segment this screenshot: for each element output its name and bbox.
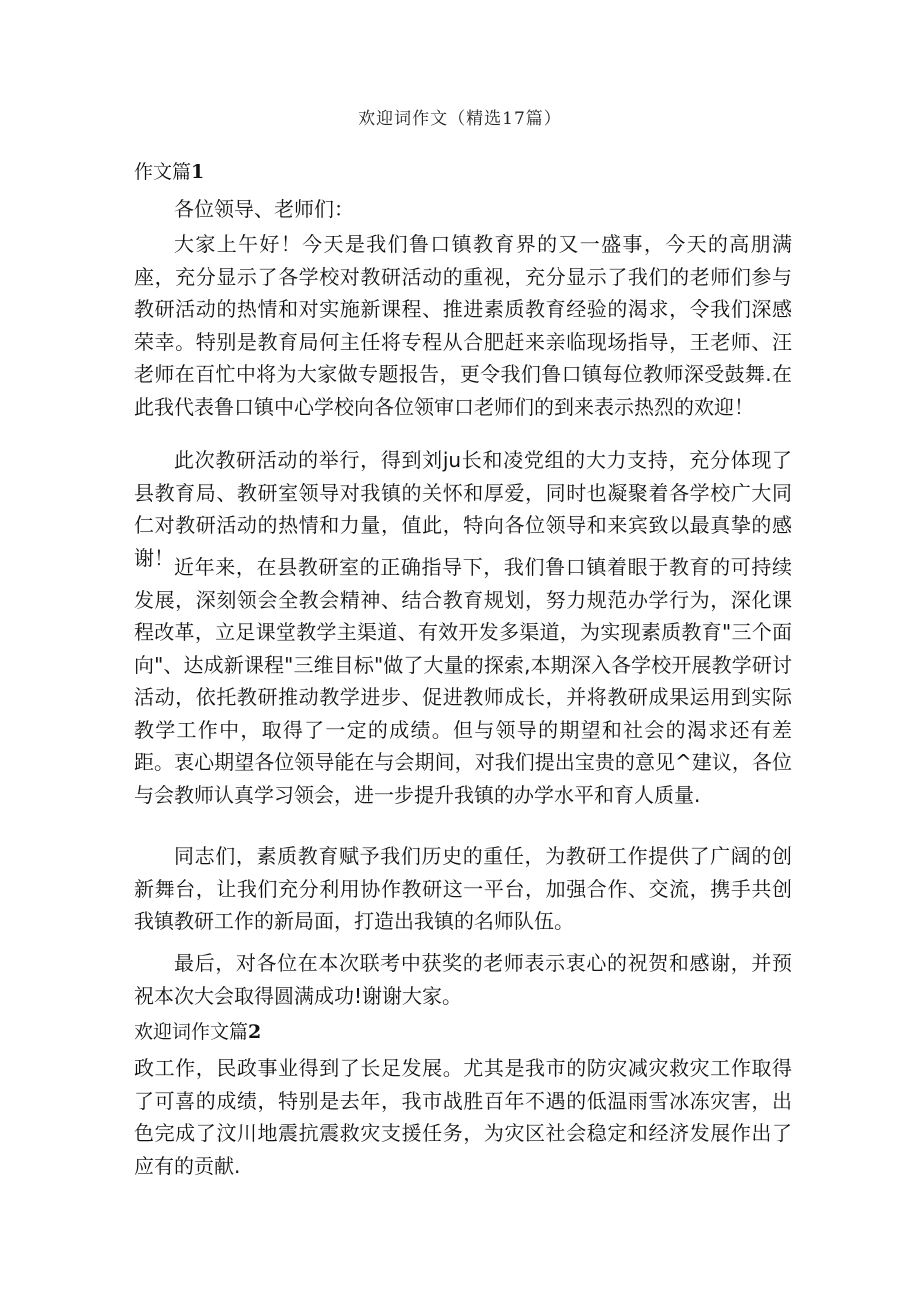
section-heading-2: [134, 1020, 261, 1044]
paragraph-1-4: 同志们，素质教育赋予我们历史的重任，为教研工作提供了广阔的创新舞台，让我们充分利用协作教研这一平台，加强合作、交流，携手共创我镇教研工作的新局面，打造出我镇的名师队伍。: [134, 844, 792, 933]
section-heading-1: [134, 160, 204, 184]
paragraph-2-1: 政工作，民政事业得到了长足发展。尤其是我市的防灾减灾救灾工作取得了可喜的成绩，特别是去年，我市战胜百年不遇的低温雨雪冰冻灾害，出色完成了汶川地震抗震救灾支援任务，为灾区社会稳定和经济发展作出了应有的贡献.: [134, 1056, 792, 1178]
salutation: 各位领导、老师们：: [174, 197, 354, 221]
section-heading-text: 作文篇: [134, 161, 192, 183]
section-heading-text: 欢迎词作文篇: [134, 1021, 249, 1043]
paragraph-1-3: 近年来，在县教研室的正确指导下，我们鲁口镇着眼于教育的可持续发展，深刻领会全教会精神、结合教育规划，努力规范办学行为，深化课程改革，立足课堂教学主渠道、有效开发多渠道，为实现素质教育"三个面向"、达成新课程"三维目标"做了大量的探索,本期深入各学校开展教学研讨活动，依托教研推动教学进步、促进教师成长，并将教研成果运用到实际教学工作中，取得了一定的成绩。但与领导的期望和社会的渴求还有差距。衷心期望各位领导能在与会期间，对我们提出宝贵的意见^建议，各位与会教师认真学习领会，进一步提升我镇的办学水平和育人质量.: [134, 555, 792, 807]
paragraph-1-5: 最后，对各位在本次联考中获奖的老师表示衷心的祝贺和感谢，并预祝本次大会取得圆满成功!谢谢大家。: [134, 951, 792, 1008]
document-title: 欢迎词作文（精选17篇）: [358, 109, 562, 129]
paragraph-1-1: 大家上午好！今天是我们鲁口镇教育界的又一盛事，今天的高朋满座，充分显示了各学校对教研活动的重视，充分显示了我们的老师们参与教研活动的热情和对实施新课程、推进素质教育经验的渴求，令我们深感荣幸。特别是教育局何主任将专程从合肥赶来亲临现场指导，王老师、汪老师在百忙中将为大家做专题报告，更令我们鲁口镇每位教师深受鼓舞.在此我代表鲁口镇中心学校向各位领审口老师们的到来表示热烈的欢迎！: [134, 232, 792, 419]
paragraph-1-2: 此次教研活动的举行，得到刘ju长和凌党组的大力支持，充分体现了县教育局、教研室领导对我镇的关怀和厚爱，同时也凝聚着各学校广大同仁对教研活动的热情和力量，值此，特向各位领导和来宾致以最真挚的感谢！: [134, 448, 792, 570]
section-heading-number: 2: [248, 1021, 262, 1043]
section-heading-number: 1: [191, 161, 205, 183]
